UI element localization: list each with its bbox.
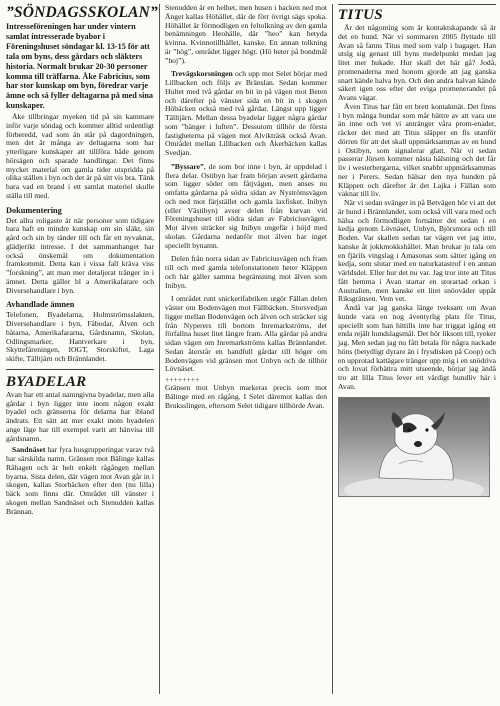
subheading-dokumentering: Dokumentering xyxy=(6,205,62,215)
paragraph: När vi sedan svänger in på Betvägen hör vi att det är hund i Brännlandet, som också vill vara med och hälsa och förmodligen fortsätter det sedan i en kedja genom Lövnäset, Unbyn, Björsmora och till Boden. Var skallen sedan tar vägen vet jag inte, kanske åt jokkmokkshållet. Man brukar ju tala om en fjärils vingslag i Amasonas som sätter igång en kedja, som slutar med en naturkatastrof i en annan världsdel. Eller hur det nu var. Jag tror inte att Titus fått hemma i Avan startar en storartad orkan i Australien, men kanske ett litet snöoväder uppåt Riksgränsen. Vem vet. xyxy=(338,198,496,304)
paragraph-text: och upp mot Selet börjar med Lillbacken och följs av Bränslan. Sedan kommer Hultet med två gårdar en bit in på vägen mot Beten och därefter på vänster sida en bit in i skogen Höbäcken också med två gårdar. Längst upp ligger Tälltjärn. Mellan dessa byadelar ligger några gårdar som ”hänger i luften”. Dessutom tillhör de första fastigheterna på vägen mot Alvikträsk också Avan. Området mellan Lillbacken och Åkerbäcken kallas Svedjan. xyxy=(165,69,327,157)
paragraph: Gränsen mot Unbyn markeras precis som mot Bälinge med en rågång. I Selet däremot kallas den Bruksslingen, eftersom Selet tidigare tillhörde Avan. xyxy=(165,383,327,410)
dog-illustration xyxy=(339,398,489,496)
paragraph xyxy=(6,446,154,516)
dog-photo xyxy=(338,397,490,497)
paragraph: Avan har ett antal namngivna byadelar, men alla gårdar i byn ligger inte inom någon exakt byadel och gränserna för delarna har ibland ändrats. Ett sätt att mer exakt inom byadelen ange läge har till exempel varit att hänvisa till gårdsnamn. xyxy=(6,389,154,443)
article-lead: Intresseföreningen har under vintern samlat intresserade byabor i Föreningshuset söndagar kl. 13-15 för att tala om byns, dess gårdars och släkters historia. Normalt brukar 20-30 personer komma till träffarna. Åke Fabricius, som har stor kunskap om byn, föredrar varje ämne och så fyller deltagarna på med sina kunskaper. xyxy=(6,22,153,111)
article-title-byadelar: BYADELAR xyxy=(6,373,87,390)
column-divider xyxy=(332,4,333,694)
separator-plus-signs: ++++++++ xyxy=(165,375,200,384)
paragraph-text: , de som bor inne i byn, är uppdelad i flera delar. Ostibyn har fram början avsett gårdarna som ligger söder om fåtjvägen, men anses nu omfatta gårdarna på södra sidan av Nyströmsvägen och ned mot färjstället och gamla laxfisket. Inibyn (eller Västibyn) avser delen från kurvan vid Föreningshuset till södra sidan av Fabriciusvägen. Mot älven sträcker sig Inibyn ungefär i höjd med skolan. Gårdarna nedanför mot älven har inget speciellt bynamn. xyxy=(165,161,327,250)
paragraph: Stenudden är en helhet, men husen i backen ned mot Änget kallas Höhället, där de förr övrigt sägs spoka. Höhället är förmodligen en feltolkning av den gamla benämningen Heohälle, där ”heo” kan betyda kvinna. Kvinnotillhället, kanske. En annan tolkning är ”hög”, området ligger högt. (Hö heter på bondmål ”hoj”). xyxy=(165,3,327,65)
paragraph: Ändå var jag ganska länge tveksam om Avan kunde vara en nog äventyrlig plats för Titus, speciellt som han hittills inte har triggat igång ett enda rejält hundslagsmål. Det hör liksom till, tyeker jag. Men sedan jag nu fått betala för några nackade höns (betydligt dyrare än i frysdisken på Coop) och en upprotad kattägare tränger upp mig i en snödriva och lovat förbättra mitt utseende, börjar jag ändå tro att lilla Titus lever ett värdigt hundliv här i Avan. xyxy=(338,303,496,391)
paragraph: I området runt snickerifabriken utgör Fällan delen väster om Bodenvägen mot Fällbäcken. Storsvedjan ligger mellan Bodenvägen och älven och sträcker sig från Nyperers till bortom Inremarkströms, det förfallna huset litet längre fram. Alla gårdar på andra sidan vägen om Inremarkströms kallas Brännlandet. Sedan återstår en handfull gårdar till höger om Bodenvägen vid gränsen mot Unbyn och de tillhör Lövnäset. xyxy=(165,294,327,374)
bold-term: Sandnäset xyxy=(12,445,46,455)
paragraph: Delen från norra sidan av Fabriciusvägen och fram till och med gamla telefonstationen heter Kläppen och här gäller samma begränsning mot älven som Inibyn. xyxy=(165,254,327,290)
paragraph xyxy=(165,163,327,251)
paragraph: Åke tillbringar myeken tid på sin kammare inför varje söndag och kommer alltid ordentligt förberedd, vad som än står på dagordningen, men det är många av deltagarna som har ytterligare kunskaper att tillföra både genom hörsägen och sparade handlingar. Det finns mycket material om gamla tider utspridda på olika ställen i byn och det är på sitt vis bra. Tänk bara vad en brand i ett samlat materiel skulle ställa till med. xyxy=(6,112,154,200)
paragraph xyxy=(165,70,327,158)
paragraph: Åven Titus har fått ett brett kontaktnät. Det finns i byn många hundar som mår bättre av att vara ute än inne och vet vi antränger våra prom-enader, räcker det med att Titus släpper en fis utanför dörren för att det skall uppmärksammas av en hund i Ostibyn, som signalerar glatt. När vi sedan passerar Jörsen kommer nästa hälsning och det får liv i westerbergarna, vilket snabbt uppmärksammas ner i Perers. Sedan hälsar den nya hunden på Kläppen och därefter är det Lajka i Fällan som vaknar till liv. xyxy=(338,101,496,199)
bold-term: ”Byssare” xyxy=(171,161,204,171)
paragraph-text: har fyra husgrupperingar varav två har särskilda namn. Gränsen mot Bälinge kallas Råhagen och är helt enkelt rågången mellan byarna. Sista delen, där vägen mot Avan går in i skogen, kallas Storbäcken efter den (nu lilla) bäck som finns där. Området till vänster i skogen mellan Sandnäset och Stenudden kallas Brännan. xyxy=(6,445,154,516)
section-divider xyxy=(338,4,496,5)
subheading-avhandlade-amnen: Avhandlade ämnen xyxy=(6,300,75,310)
paragraph: Telefonen, Byadelarna, Holmströmsslakten, Diversehandlare i byn, Fåbodar, Älven och båtarna, Amerikafararna, Gårdsnamn, Skolan, Odlingsmarker, Hantverkare i byn, Skyttefåreningen, IOGT, Storskiftet, Laga skifte, Tälltjärn och Brännlandet. xyxy=(6,310,154,364)
column-divider xyxy=(159,4,160,694)
article-title-sondagsskolan: ”SÖNDAGSSKOLAN” xyxy=(6,4,159,21)
section-divider xyxy=(6,369,154,370)
column-left xyxy=(6,4,159,516)
column-right xyxy=(338,4,496,497)
paragraph: Är det någonting som är kontaktskapande så är det en hund. När vi sommaren 2005 flyttade till Avan så fanns Titus med som valp i bagaget. Han utslg sig genast till byns medelpunkt medan jag litet mer hukade. Hur skall det här gå? Jodå, promenaderna med honom gjorde att jag ganska snart kände halva byn. Och den andra halvan kände säkert igen oss efter det eviga promenerandet på Avans vägar. xyxy=(338,23,496,102)
bold-term: Trevägskorsningen xyxy=(171,69,233,79)
column-middle xyxy=(165,4,327,410)
article-title-titus: TITUS xyxy=(338,7,383,23)
paragraph: Det allra roligaste är när personer som tidigare bara haft en mindre kunskap om sin släkt, sin gård och sin by tänder till och får ett nyvaknat, glädjerikt intresse. I det sammanhanget har också önskemål om dokumentation framkommit. Detta kan i vissa fall kräva viss ”forskning”, att man mer detaljerat tränger in i ämnet. Detta gäller bl a Amerikafarare och Diversehandlare i byn. xyxy=(6,215,154,295)
